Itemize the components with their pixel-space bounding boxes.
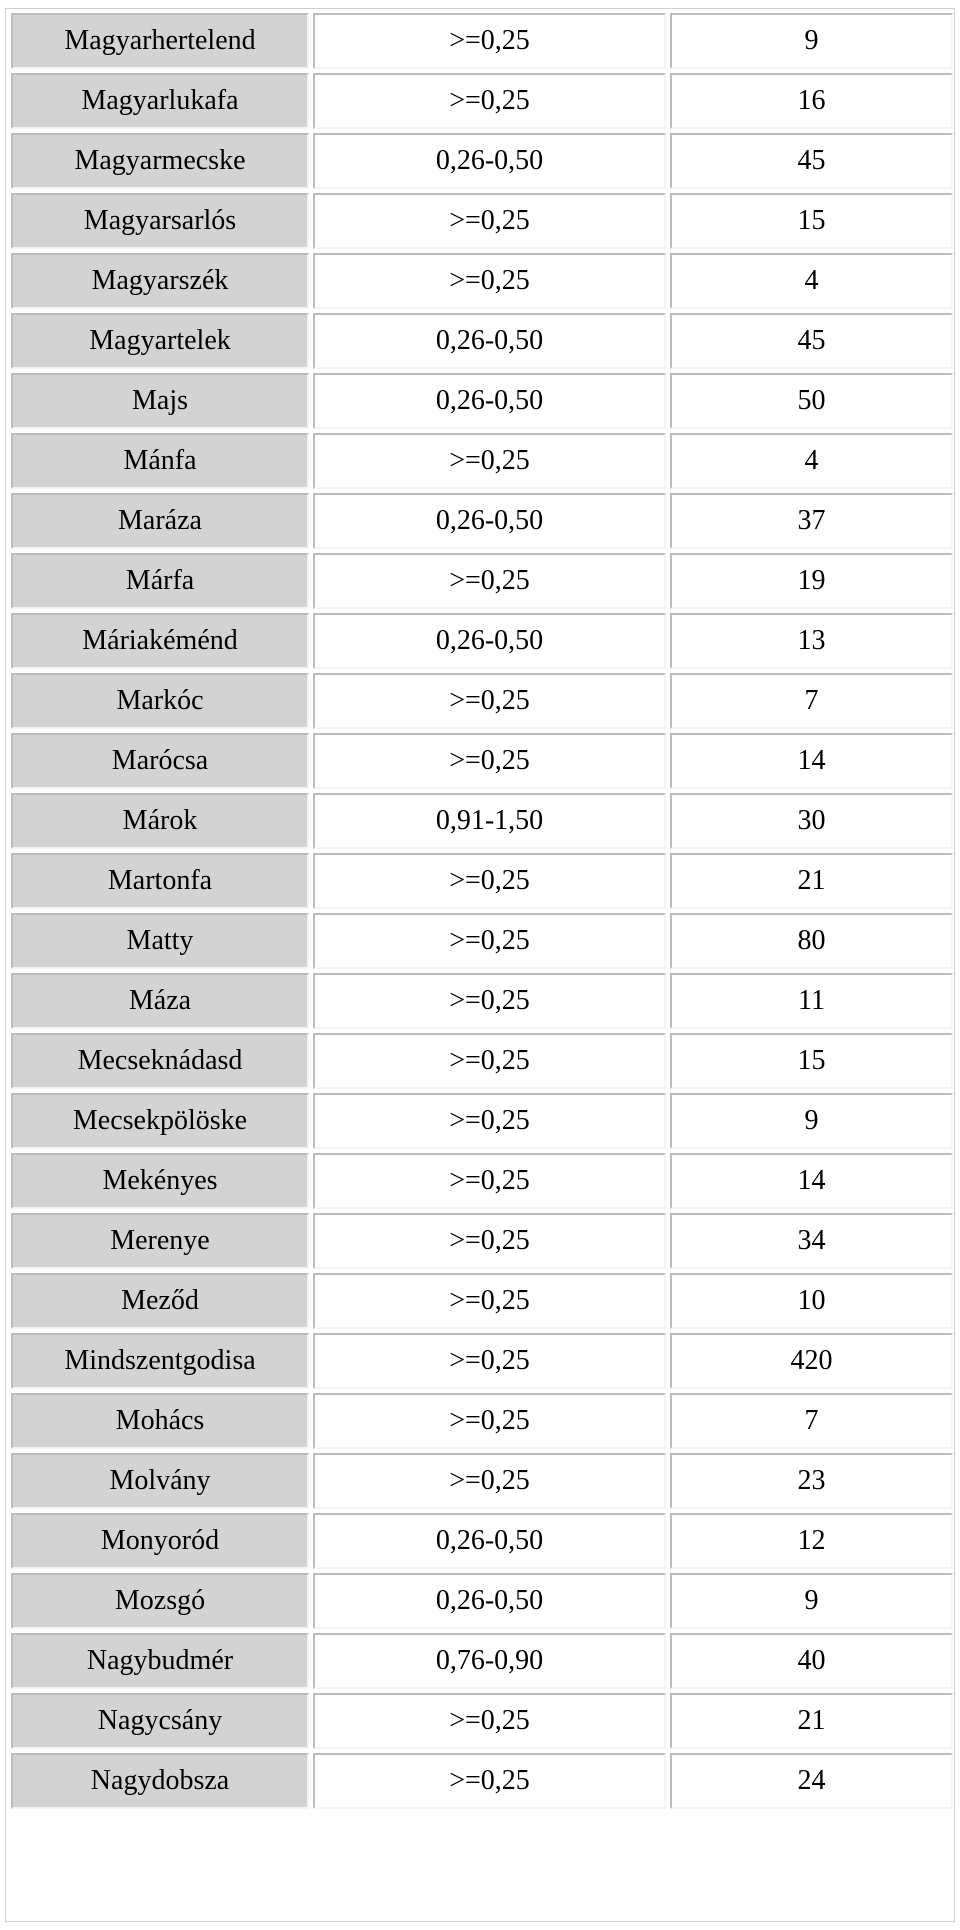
range-cell: 0,91-1,50 bbox=[313, 793, 666, 849]
settlement-name-cell: Magyarszék bbox=[11, 253, 309, 309]
table-row bbox=[11, 1693, 953, 1749]
table-row bbox=[11, 673, 953, 729]
range-cell: >=0,25 bbox=[313, 13, 666, 69]
settlement-name-cell: Magyarsarlós bbox=[11, 193, 309, 249]
count-cell: 24 bbox=[670, 1753, 953, 1809]
table-row bbox=[11, 1753, 953, 1809]
settlement-name-cell: Máriakéménd bbox=[11, 613, 309, 669]
range-cell: >=0,25 bbox=[313, 1213, 666, 1269]
range-cell: >=0,25 bbox=[313, 1093, 666, 1149]
table-row bbox=[11, 1513, 953, 1569]
settlement-name-cell: Markóc bbox=[11, 673, 309, 729]
count-cell: 420 bbox=[670, 1333, 953, 1389]
range-cell: >=0,25 bbox=[313, 1153, 666, 1209]
range-cell: >=0,25 bbox=[313, 673, 666, 729]
count-cell: 19 bbox=[670, 553, 953, 609]
count-cell: 14 bbox=[670, 733, 953, 789]
settlement-name-cell: Mecseknádasd bbox=[11, 1033, 309, 1089]
settlement-name-cell: Mozsgó bbox=[11, 1573, 309, 1629]
settlement-name-cell: Magyarlukafa bbox=[11, 73, 309, 129]
settlement-name-cell: Mohács bbox=[11, 1393, 309, 1449]
count-cell: 4 bbox=[670, 253, 953, 309]
range-cell: >=0,25 bbox=[313, 253, 666, 309]
count-cell: 34 bbox=[670, 1213, 953, 1269]
settlement-name-cell: Márfa bbox=[11, 553, 309, 609]
count-cell: 4 bbox=[670, 433, 953, 489]
settlement-name-cell: Magyarhertelend bbox=[11, 13, 309, 69]
table-row bbox=[11, 913, 953, 969]
settlement-name-cell: Nagydobsza bbox=[11, 1753, 309, 1809]
count-cell: 15 bbox=[670, 193, 953, 249]
table-row bbox=[11, 1093, 953, 1149]
settlement-name-cell: Magyarmecske bbox=[11, 133, 309, 189]
range-cell: >=0,25 bbox=[313, 433, 666, 489]
count-cell: 21 bbox=[670, 853, 953, 909]
range-cell: >=0,25 bbox=[313, 1333, 666, 1389]
settlement-name-cell: Marócsa bbox=[11, 733, 309, 789]
table-row bbox=[11, 373, 953, 429]
settlement-name-cell: Mecsekpölöske bbox=[11, 1093, 309, 1149]
settlement-name-cell: Maráza bbox=[11, 493, 309, 549]
range-cell: >=0,25 bbox=[313, 193, 666, 249]
range-cell: 0,26-0,50 bbox=[313, 1513, 666, 1569]
table-row bbox=[11, 1393, 953, 1449]
table-row bbox=[11, 193, 953, 249]
count-cell: 13 bbox=[670, 613, 953, 669]
settlement-name-cell: Nagybudmér bbox=[11, 1633, 309, 1689]
settlement-name-cell: Mánfa bbox=[11, 433, 309, 489]
table-row bbox=[11, 1153, 953, 1209]
table-row bbox=[11, 613, 953, 669]
count-cell: 7 bbox=[670, 673, 953, 729]
range-cell: >=0,25 bbox=[313, 553, 666, 609]
table-row bbox=[11, 1453, 953, 1509]
count-cell: 40 bbox=[670, 1633, 953, 1689]
settlement-name-cell: Merenye bbox=[11, 1213, 309, 1269]
range-cell: 0,26-0,50 bbox=[313, 493, 666, 549]
table-row bbox=[11, 1573, 953, 1629]
count-cell: 80 bbox=[670, 913, 953, 969]
settlement-name-cell: Martonfa bbox=[11, 853, 309, 909]
count-cell: 37 bbox=[670, 493, 953, 549]
count-cell: 12 bbox=[670, 1513, 953, 1569]
range-cell: >=0,25 bbox=[313, 1453, 666, 1509]
count-cell: 9 bbox=[670, 13, 953, 69]
table-row bbox=[11, 493, 953, 549]
table-row bbox=[11, 433, 953, 489]
table-body bbox=[11, 13, 953, 1809]
range-cell: 0,26-0,50 bbox=[313, 1573, 666, 1629]
table-row bbox=[11, 853, 953, 909]
table-row bbox=[11, 973, 953, 1029]
count-cell: 15 bbox=[670, 1033, 953, 1089]
settlement-name-cell: Mindszentgodisa bbox=[11, 1333, 309, 1389]
count-cell: 21 bbox=[670, 1693, 953, 1749]
count-cell: 9 bbox=[670, 1573, 953, 1629]
table-row bbox=[11, 73, 953, 129]
table-row bbox=[11, 13, 953, 69]
range-cell: >=0,25 bbox=[313, 913, 666, 969]
range-cell: >=0,25 bbox=[313, 853, 666, 909]
settlement-name-cell: Majs bbox=[11, 373, 309, 429]
count-cell: 10 bbox=[670, 1273, 953, 1329]
settlement-name-cell: Márok bbox=[11, 793, 309, 849]
range-cell: 0,76-0,90 bbox=[313, 1633, 666, 1689]
table-row bbox=[11, 1273, 953, 1329]
table-row bbox=[11, 1633, 953, 1689]
count-cell: 30 bbox=[670, 793, 953, 849]
count-cell: 45 bbox=[670, 133, 953, 189]
table-row bbox=[11, 253, 953, 309]
range-cell: >=0,25 bbox=[313, 1033, 666, 1089]
settlement-name-cell: Mekényes bbox=[11, 1153, 309, 1209]
range-cell: >=0,25 bbox=[313, 73, 666, 129]
table-row bbox=[11, 733, 953, 789]
count-cell: 23 bbox=[670, 1453, 953, 1509]
range-cell: 0,26-0,50 bbox=[313, 133, 666, 189]
table-row bbox=[11, 1333, 953, 1389]
range-cell: >=0,25 bbox=[313, 733, 666, 789]
settlement-name-cell: Nagycsány bbox=[11, 1693, 309, 1749]
table-row bbox=[11, 1213, 953, 1269]
count-cell: 11 bbox=[670, 973, 953, 1029]
range-cell: 0,26-0,50 bbox=[313, 313, 666, 369]
range-cell: 0,26-0,50 bbox=[313, 373, 666, 429]
range-cell: >=0,25 bbox=[313, 1393, 666, 1449]
table-row bbox=[11, 553, 953, 609]
range-cell: >=0,25 bbox=[313, 1273, 666, 1329]
settlement-name-cell: Máza bbox=[11, 973, 309, 1029]
table-row bbox=[11, 1033, 953, 1089]
settlement-name-cell: Magyartelek bbox=[11, 313, 309, 369]
range-cell: >=0,25 bbox=[313, 1753, 666, 1809]
data-table bbox=[7, 9, 957, 1813]
count-cell: 45 bbox=[670, 313, 953, 369]
count-cell: 16 bbox=[670, 73, 953, 129]
range-cell: >=0,25 bbox=[313, 1693, 666, 1749]
settlement-name-cell: Molvány bbox=[11, 1453, 309, 1509]
range-cell: 0,26-0,50 bbox=[313, 613, 666, 669]
settlement-name-cell: Matty bbox=[11, 913, 309, 969]
count-cell: 50 bbox=[670, 373, 953, 429]
count-cell: 14 bbox=[670, 1153, 953, 1209]
settlement-name-cell: Monyoród bbox=[11, 1513, 309, 1569]
range-cell: >=0,25 bbox=[313, 973, 666, 1029]
table-row bbox=[11, 133, 953, 189]
table-row bbox=[11, 313, 953, 369]
count-cell: 9 bbox=[670, 1093, 953, 1149]
settlement-name-cell: Meződ bbox=[11, 1273, 309, 1329]
table-row bbox=[11, 793, 953, 849]
count-cell: 7 bbox=[670, 1393, 953, 1449]
data-table-frame bbox=[5, 8, 955, 1922]
